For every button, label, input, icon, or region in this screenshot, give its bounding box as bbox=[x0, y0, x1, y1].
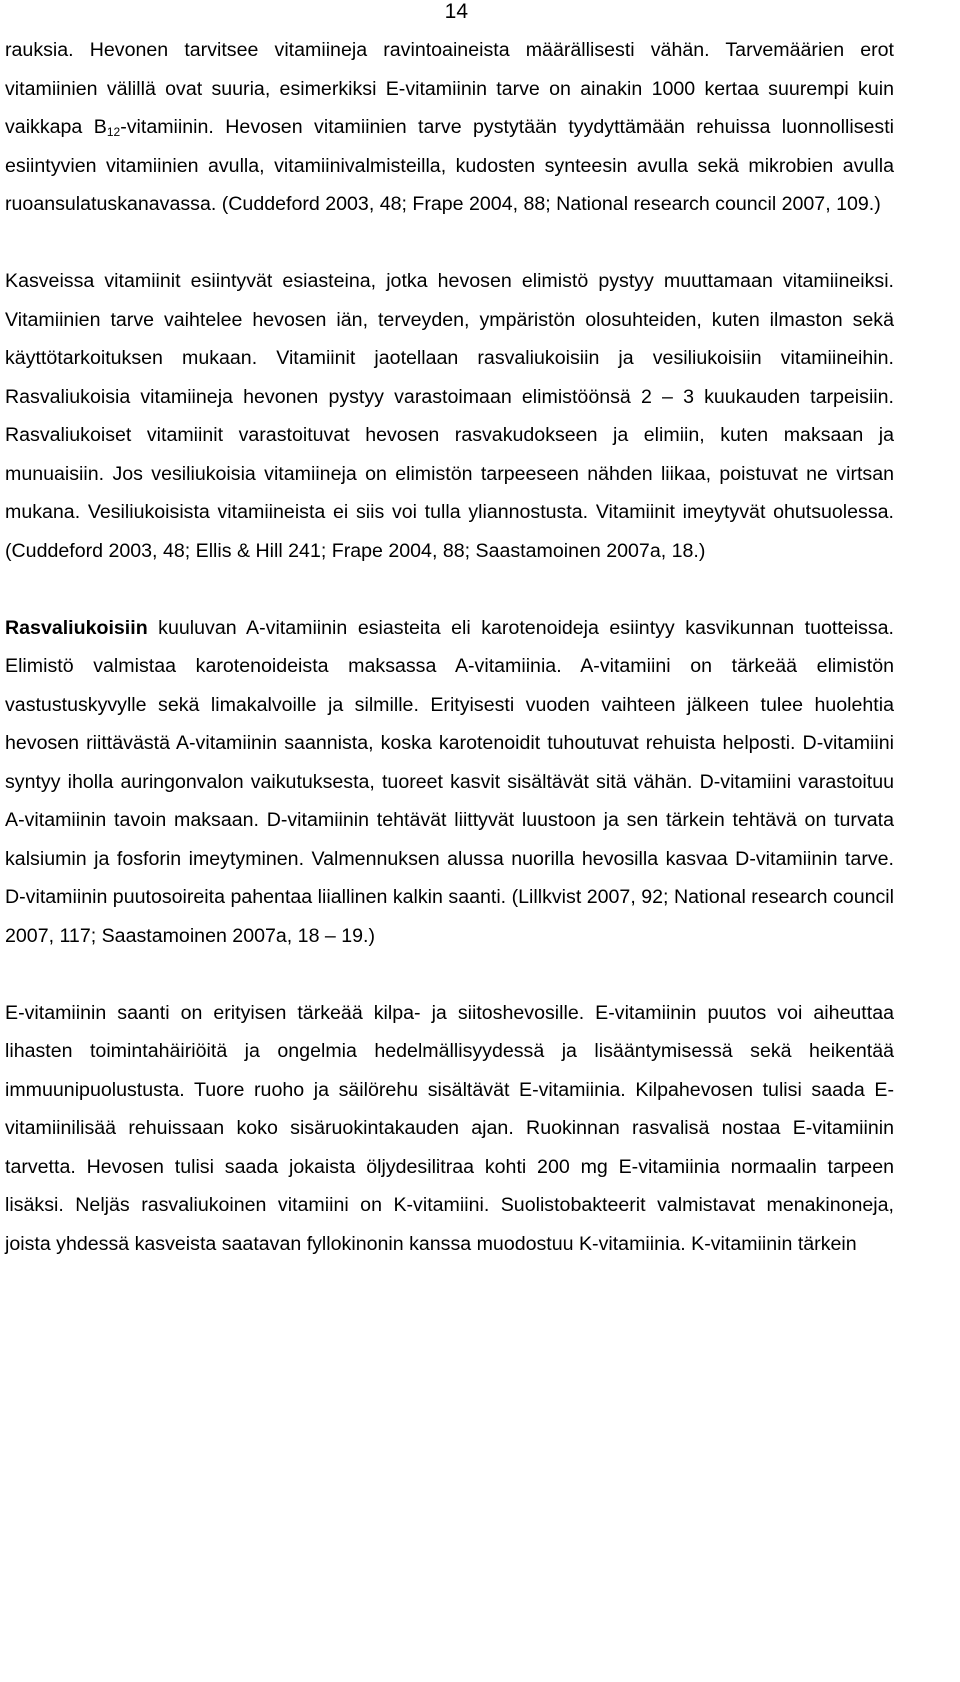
paragraph-text: kuuluvan A-vitamiinin esiasteita eli karotenoideja esiintyy kasvikunnan tuotteissa. Elimistö valmistaa karotenoideista maksassa A-vitamiinia. A-vitamiini on tärkeää elimistön vastustuskyvylle sekä limakalvoille ja silmille. Erityisesti vuoden vaihteen jälkeen tulee huolehtia hevosen riittävästä A-vitamiinin saannista, koska karotenoidit tuhoutuvat rehuista helposti. D-vitamiini syntyy iholla auringonvalon vaikutuksesta, tuoreet kasvit sisältävät sitä vähän. D-vitamiini varastoituu A-vitamiinin tavoin maksaan. D-vitamiinin tehtävät liittyvät luustoon ja sen tärkein tehtävä on turvata kalsiumin ja fosforin imeytyminen. Valmennuksen alussa nuorilla hevosilla kasvaa D-vitamiinin tarve. D-vitamiinin puutosoireita pahentaa liiallinen kalkin saanti. (Lillkvist 2007, 92; National research council 2007, 117; Saastamoinen 2007a, 18 – 19.) bbox=[5, 616, 894, 947]
paragraph-text: -vitamiinin. Hevosen vitamiinien tarve pystytään tyydyttämään rehuissa luonnollisesti esiintyvien vitamiinien avulla, vitamiinivalmisteilla, kudosten synteesin avulla sekä mikrobien avulla ruoansulatuskanavassa. (Cuddeford 2003, 48; Frape 2004, 88; National research council 2007, 109.) bbox=[5, 116, 894, 215]
paragraph-vitamin-e: E-vitamiinin saanti on erityisen tärkeää kilpa- ja siitoshevosille. E-vitamiinin puutos voi aiheuttaa lihasten toimintahäiriöitä ja ongelmia hedelmällisyydessä ja lisääntymisessä sekä heikentää immuunipuolustusta. Tuore ruoho ja säilörehu sisältävät E-vitamiinia. Kilpahevosen tulisi saada E-vitamiinilisää rehuissaan koko sisäruokintakauden ajan. Ruokinnan rasvalisä nostaa E-vitamiinin tarvetta. Hevosen tulisi saada jokaista öljydesilitraa kohti 200 mg E-vitamiinia normaalin tarpeen lisäksi. Neljäs rasvaliukoinen vitamiini on K-vitamiini. Suolistobakteerit valmistavat menakinoneja, joista yhdessä kasveista saatavan fyllokinonin kanssa muodostuu K-vitamiinia. K-vitamiinin tärkein bbox=[5, 1001, 894, 1255]
document-body bbox=[5, 31, 894, 1263]
paragraph-text: rauksia. Hevonen tarvitsee vitamiineja ravintoaineista määrällisesti vähän. Tarvemäärien erot vitamiinien välillä ovat suuria, esimerkiksi E-vitamiinin tarve on ainakin 1000 kertaa suurempi kuin vaikkapa B bbox=[5, 39, 894, 138]
paragraph-fat-soluble bbox=[5, 609, 894, 956]
page-number: 14 bbox=[444, 0, 468, 23]
paragraph-vitamin-need bbox=[5, 31, 894, 224]
bold-term: Rasvaliukoisiin bbox=[5, 616, 148, 639]
subscript-text: 12 bbox=[106, 125, 121, 139]
paragraph-vitamin-sources: Kasveissa vitamiinit esiintyvät esiasteina, jotka hevosen elimistö pystyy muuttamaan vitamiineiksi. Vitamiinien tarve vaihtelee hevosen iän, terveyden, ympäristön olosuhteiden, kuten ilmaston sekä käyttötarkoituksen mukaan. Vitamiinit jaotellaan rasvaliukoisiin ja vesiliukoisiin vitamiineihin. Rasvaliukoisia vitamiineja hevonen pystyy varastoimaan elimistöönsä 2 – 3 kuukauden tarpeisiin. Rasvaliukoiset vitamiinit varastoituvat hevosen rasvakudokseen ja elimiin, kuten maksaan ja munuaisiin. Jos vesiliukoisia vitamiineja on elimistön tarpeeseen nähden liikaa, poistuvat ne virtsan mukana. Vesiliukoisista vitamiineista ei siis voi tulla yliannostusta. Vitamiinit imeytyvät ohutsuolessa. (Cuddeford 2003, 48; Ellis & Hill 241; Frape 2004, 88; Saastamoinen 2007a, 18.) bbox=[5, 270, 894, 562]
